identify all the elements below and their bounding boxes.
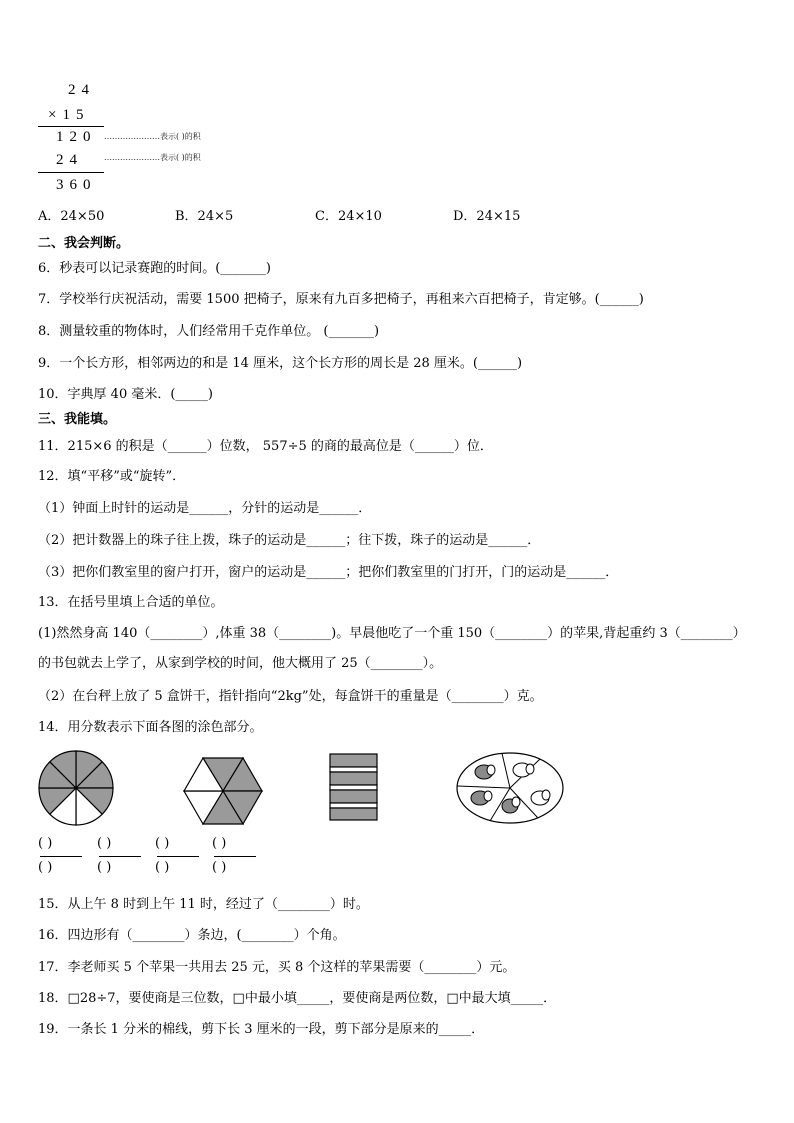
- option-d: D．24×15: [453, 209, 521, 224]
- calc-row-1: 24: [68, 82, 95, 98]
- question-9: 9．一个长方形，相邻两边的和是 14 厘米，这个长方形的周长是 28 厘米。(______): [38, 356, 523, 371]
- calc-row-5: 360: [56, 177, 97, 193]
- fraction-numerator: ( ): [155, 836, 170, 851]
- fraction-denominator: ( ): [97, 860, 112, 875]
- calc-row-2: ×15: [48, 107, 90, 123]
- calc-line-2: [38, 172, 104, 173]
- fraction-denominator: ( ): [212, 860, 227, 875]
- fraction-numerator: ( ): [212, 836, 227, 851]
- calc-note-1: …………………表示( )的积: [104, 132, 201, 141]
- question-13-part-1b: 的书包就去上学了，从家到学校的时间，他大概用了 25（________）。: [38, 656, 443, 671]
- calc-line-1: [38, 126, 104, 127]
- question-12-stem: 12．填“平移”或“旋转”．: [38, 469, 186, 484]
- question-12-part-1: （1）钟面上时针的运动是______，分针的运动是______．: [38, 501, 372, 516]
- option-c: C．24×10: [315, 209, 382, 224]
- question-18: 18．□28÷7，要使商是三位数，□中最小填_____，要使商是两位数，□中最大填_____．: [38, 991, 557, 1006]
- fraction-bar: [99, 856, 141, 857]
- fraction-bar: [40, 856, 82, 857]
- calc-row-3: 120: [56, 129, 97, 145]
- question-6: 6．秒表可以记录赛跑的时间。(_______): [38, 261, 271, 276]
- circle-icon: [36, 748, 116, 828]
- rectangle-stripes-icon: [328, 752, 380, 822]
- question-10: 10．字典厚 40 毫米．(_____): [38, 387, 213, 402]
- question-13-stem: 13．在括号里填上合适的单位。: [38, 595, 224, 610]
- fraction-denominator: ( ): [38, 860, 53, 875]
- calc-row-4: 24: [56, 152, 83, 168]
- question-13-part-1a: (1)然然身高 140（________）,体重 38（________)。早晨他吃了一个重 150（________）的苹果,背起重约 3（________）: [38, 626, 746, 641]
- fraction-bar: [214, 856, 256, 857]
- fraction-numerator: ( ): [97, 836, 112, 851]
- question-12-part-2: （2）把计数器上的珠子往上拨，珠子的运动是______；往下拨，珠子的运动是______．: [38, 533, 541, 548]
- hexagon-icon: [182, 756, 264, 826]
- option-a: A．24×50: [38, 209, 105, 224]
- calc-note-2: …………………表示( )的积: [104, 153, 201, 162]
- question-19: 19．一条长 1 分米的棉线，剪下长 3 厘米的一段，剪下部分是原来的_____．: [38, 1022, 485, 1037]
- question-16: 16．四边形有（________）条边，(________）个角。: [38, 928, 346, 943]
- option-b: B．24×5: [175, 209, 234, 224]
- question-15: 15．从上午 8 时到上午 11 时，经过了（________）时。: [38, 897, 369, 912]
- fraction-blank-4[interactable]: [212, 836, 258, 880]
- fraction-blank-1[interactable]: [38, 836, 84, 880]
- question-14-stem: 14．用分数表示下面各图的涂色部分。: [38, 720, 263, 735]
- fraction-numerator: ( ): [38, 836, 53, 851]
- fraction-denominator: ( ): [155, 860, 170, 875]
- question-17: 17．李老师买 5 个苹果一共用去 25 元，买 8 个这样的苹果需要（________）元。: [38, 960, 516, 975]
- fraction-blank-3[interactable]: [155, 836, 201, 880]
- question-12-part-3: （3）把你们教室里的窗户打开，窗户的运动是______；把你们教室里的门打开，门的运动是______．: [38, 565, 619, 580]
- fraction-bar: [157, 856, 199, 857]
- section-heading-2: 二、我会判断。: [38, 236, 130, 251]
- question-13-part-2: （2）在台秤上放了 5 盒饼干，指针指向“2kg”处，每盒饼干的重量是（________）克。: [38, 689, 543, 704]
- question-11: 11．215×6 的积是（______）位数， 557÷5 的商的最高位是（______）位．: [38, 439, 493, 454]
- section-heading-3: 三、我能填。: [38, 412, 117, 427]
- question-8: 8．测量较重的物体时，人们经常用千克作单位。 (_______): [38, 324, 380, 339]
- fraction-blank-2[interactable]: [97, 836, 143, 880]
- oval-pie-icon: [454, 750, 566, 826]
- question-7: 7．学校举行庆祝活动，需要 1500 把椅子，原来有九百多把椅子，再租来六百把椅子，肯定够。(______): [38, 292, 644, 307]
